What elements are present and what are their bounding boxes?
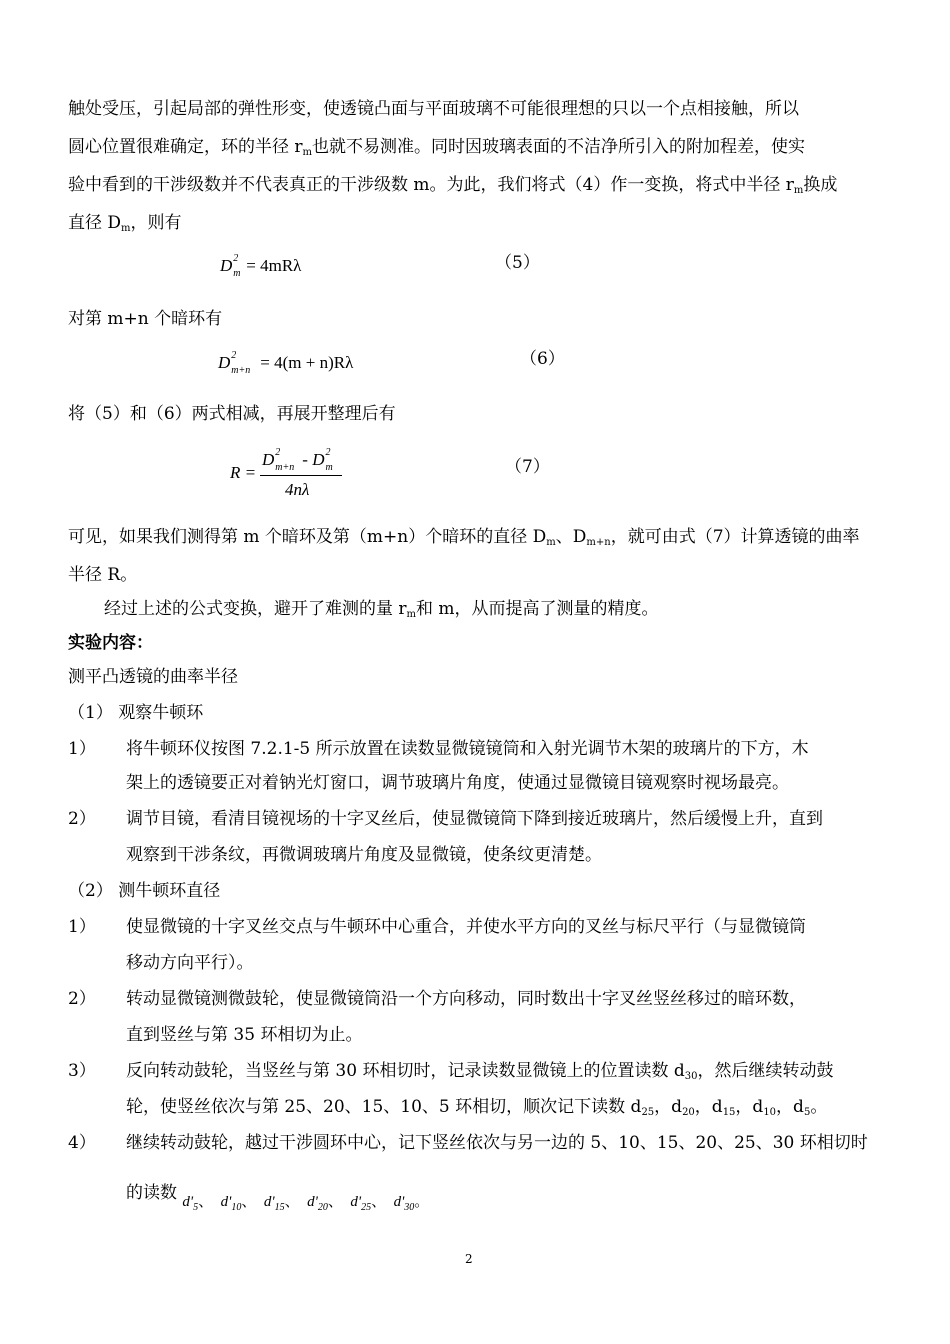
list-item: 反向转动鼓轮，当竖丝与第 30 环相切时，记录读数显微镜上的位置读数 $d_{30}$，然后继续转动鼓 (126, 1061, 834, 1082)
equation-5: D 2 m = 4mRλ (220, 253, 302, 279)
list-item: 将牛顿环仪按图 7.2.1-5 所示放置在读数显微镜镜筒和入射光调节木架的玻璃片的下方，木 (126, 739, 809, 759)
list-item: 架上的透镜要正对着钠光灯窗口，调节玻璃片角度，使通过显微镜目镜观察时视场最亮。 (126, 773, 789, 793)
equation-7-lhs: R = (230, 463, 257, 482)
list-item: 使显微镜的十字叉丝交点与牛顿环中心重合，并使水平方向的叉丝与标尺平行（与显微镜筒 (126, 917, 806, 937)
list-number: 1） (68, 917, 96, 937)
paragraph-line: 对第 m+n 个暗环有 (68, 309, 223, 329)
list-item: 调节目镜，看清目镜视场的十字叉丝后，使显微镜筒下降到接近玻璃片，然后缓慢上升，直到 (126, 809, 823, 829)
equation-7-denominator: 4nλ (285, 480, 310, 499)
list-item: 观察到干涉条纹，再微调玻璃片角度及显微镜，使条纹更清楚。 (126, 845, 602, 865)
list-number: 3） (68, 1061, 96, 1081)
list-item: 的读数 $d'_5$、 $d'_{10}$、 $d'_{15}$、 $d'_{20}$、 $d'_{25}$、 $d'_{30}$。 (126, 1183, 430, 1213)
section-title: （1） 观察牛顿环 (68, 703, 204, 723)
section-title: （2） 测牛顿环直径 (68, 881, 221, 901)
subheading: 测平凸透镜的曲率半径 (68, 667, 238, 687)
paragraph-line: 触处受压，引起局部的弹性形变，使透镜凸面与平面玻璃不可能很理想的只以一个点相接触，所以 (68, 99, 799, 119)
equation-number: （7） (505, 457, 550, 477)
paragraph-line: 验中看到的干涉级数并不代表真正的干涉级数 m。为此，我们将式（4）作一变换，将式中半径 $r_m$换成 (68, 175, 838, 196)
paragraph-line: 半径 R。 (68, 565, 138, 585)
page-number: 2 (465, 1252, 473, 1266)
equation-6: D 2 m+n = 4(m + n)Rλ (218, 350, 354, 376)
list-item: 转动显微镜测微鼓轮，使显微镜筒沿一个方向移动，同时数出十字叉丝竖丝移过的暗环数， (126, 989, 806, 1009)
paragraph-line: 可见，如果我们测得第 m 个暗环及第（m+n）个暗环的直径 $D_m$、$D_{m+n}$，就可由式（7）计算透镜的曲率 (68, 527, 860, 548)
equation-number: （5） (495, 253, 540, 273)
list-item: 移动方向平行）。 (126, 953, 254, 973)
list-number: 4） (68, 1133, 96, 1153)
equation-7-numerator: D 2 m+n - D 2 m (262, 447, 333, 473)
paragraph-line: 直径 $D_m$，则有 (68, 213, 182, 234)
paragraph-line: 经过上述的公式变换，避开了难测的量 $r_m$和 m，从而提高了测量的精度。 (104, 599, 659, 620)
list-item: 继续转动鼓轮，越过干涉圆环中心，记下竖丝依次与另一边的 5、10、15、20、25、30 环相切时 (126, 1133, 868, 1153)
list-item: 轮，使竖丝依次与第 25、20、15、10、5 环相切，顺次记下读数 $d_{25}$，$d_{20}$，$d_{15}$，$d_{10}$，$d_5$。 (126, 1097, 828, 1118)
paragraph-line: 将（5）和（6）两式相减，再展开整理后有 (68, 404, 396, 424)
readings-list: $d'_5$、 $d'_{10}$、 $d'_{15}$、 $d'_{20}$、 $d'_{25}$、 $d'_{30}$。 (182, 1194, 430, 1213)
section-heading: 实验内容： (68, 633, 153, 653)
fraction-bar (260, 475, 342, 476)
list-number: 1） (68, 739, 96, 759)
list-number: 2） (68, 809, 96, 829)
equation-number: （6） (520, 349, 565, 369)
list-number: 2） (68, 989, 96, 1009)
list-item: 直到竖丝与第 35 环相切为止。 (126, 1025, 363, 1045)
paragraph-line: 圆心位置很难确定，环的半径 $r_m$也就不易测准。同时因玻璃表面的不洁净所引入的附加程差，使实 (68, 137, 806, 158)
